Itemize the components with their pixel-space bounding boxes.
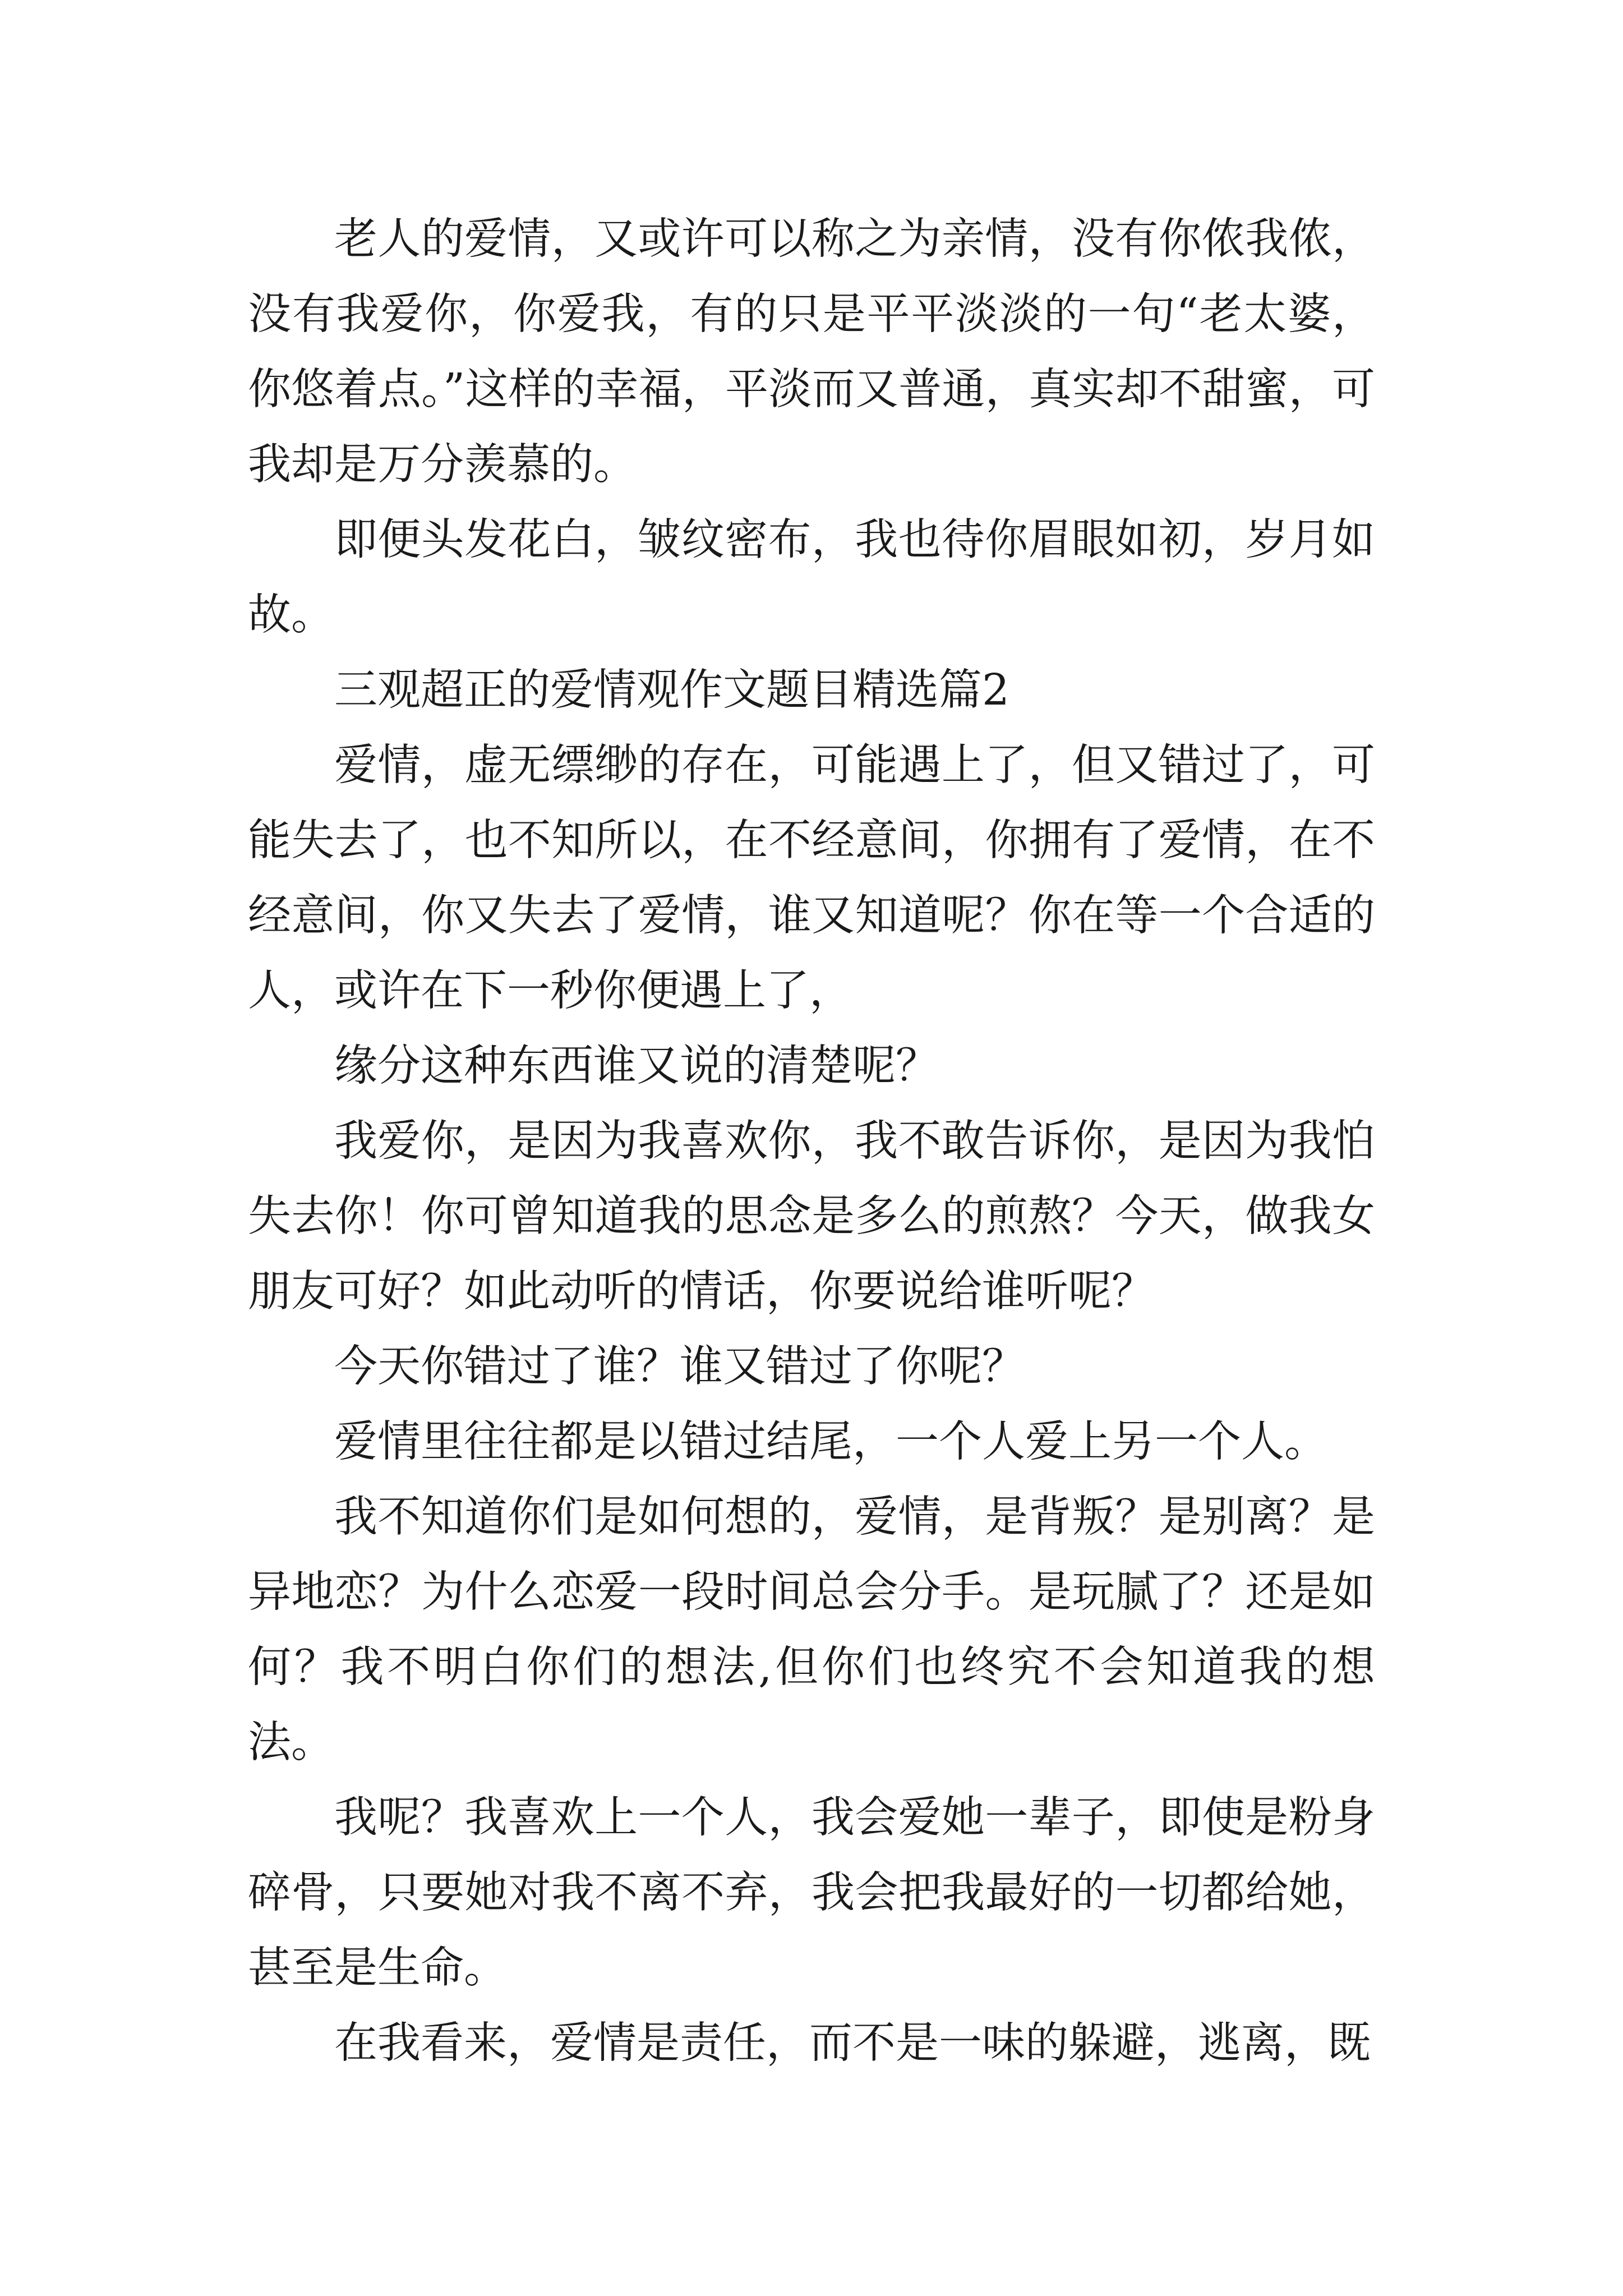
paragraph-elderly-love: 老人的爱情，又或许可以称之为亲情，没有你侬我侬，没有我爱你，你爱我，有的只是平平淡淡的一句“老太婆，你悠着点。”这样的幸福，平淡而又普通，真实却不甜蜜，可我却是万分羡慕的。 — [248, 214, 1375, 490]
essay-heading: 三观超正的爱情观作文题目精选篇2 — [334, 665, 1009, 715]
paragraph-who-missed: 今天你错过了谁？谁又错过了你呢？ — [334, 1342, 1025, 1392]
paragraph-fate: 缘分这种东西谁又说的清楚呢？ — [334, 1041, 939, 1091]
paragraph-what-is-love: 我不知道你们是如何想的，爱情，是背叛？是别离？是异地恋？为什么恋爱一段时间总会分手。是玩腻了？还是如何？我不明白你们的想法,但你们也终究不会知道我的想法。 — [248, 1492, 1375, 1768]
paragraph-ending-missed: 爱情里往往都是以错过结尾，一个人爱上另一个人。 — [334, 1417, 1327, 1467]
paragraph-as-at-first: 即便头发花白，皱纹密布，我也待你眉眼如初，岁月如故。 — [248, 515, 1375, 640]
paragraph-responsibility: 在我看来，爱情是责任，而不是一味的躲避，逃离，既 — [334, 2018, 1371, 2068]
document-body — [248, 202, 1375, 2081]
paragraph-elusive-love: 爱情，虚无缥缈的存在，可能遇上了，但又错过了，可能失去了，也不知所以，在不经意间，你拥有了爱情，在不经意间，你又失去了爱情，谁又知道呢？你在等一个合适的人，或许在下一秒你便遇上了， — [248, 740, 1375, 1016]
paragraph-love-forever: 我呢？我喜欢上一个人，我会爱她一辈子，即使是粉身碎骨，只要她对我不离不弃，我会把我最好的一切都给她，甚至是生命。 — [248, 1793, 1375, 1993]
paragraph-i-love-you: 我爱你，是因为我喜欢你，我不敢告诉你，是因为我怕失去你！你可曾知道我的思念是多么的煎熬？今天，做我女朋友可好？如此动听的情话，你要说给谁听呢？ — [248, 1116, 1375, 1317]
